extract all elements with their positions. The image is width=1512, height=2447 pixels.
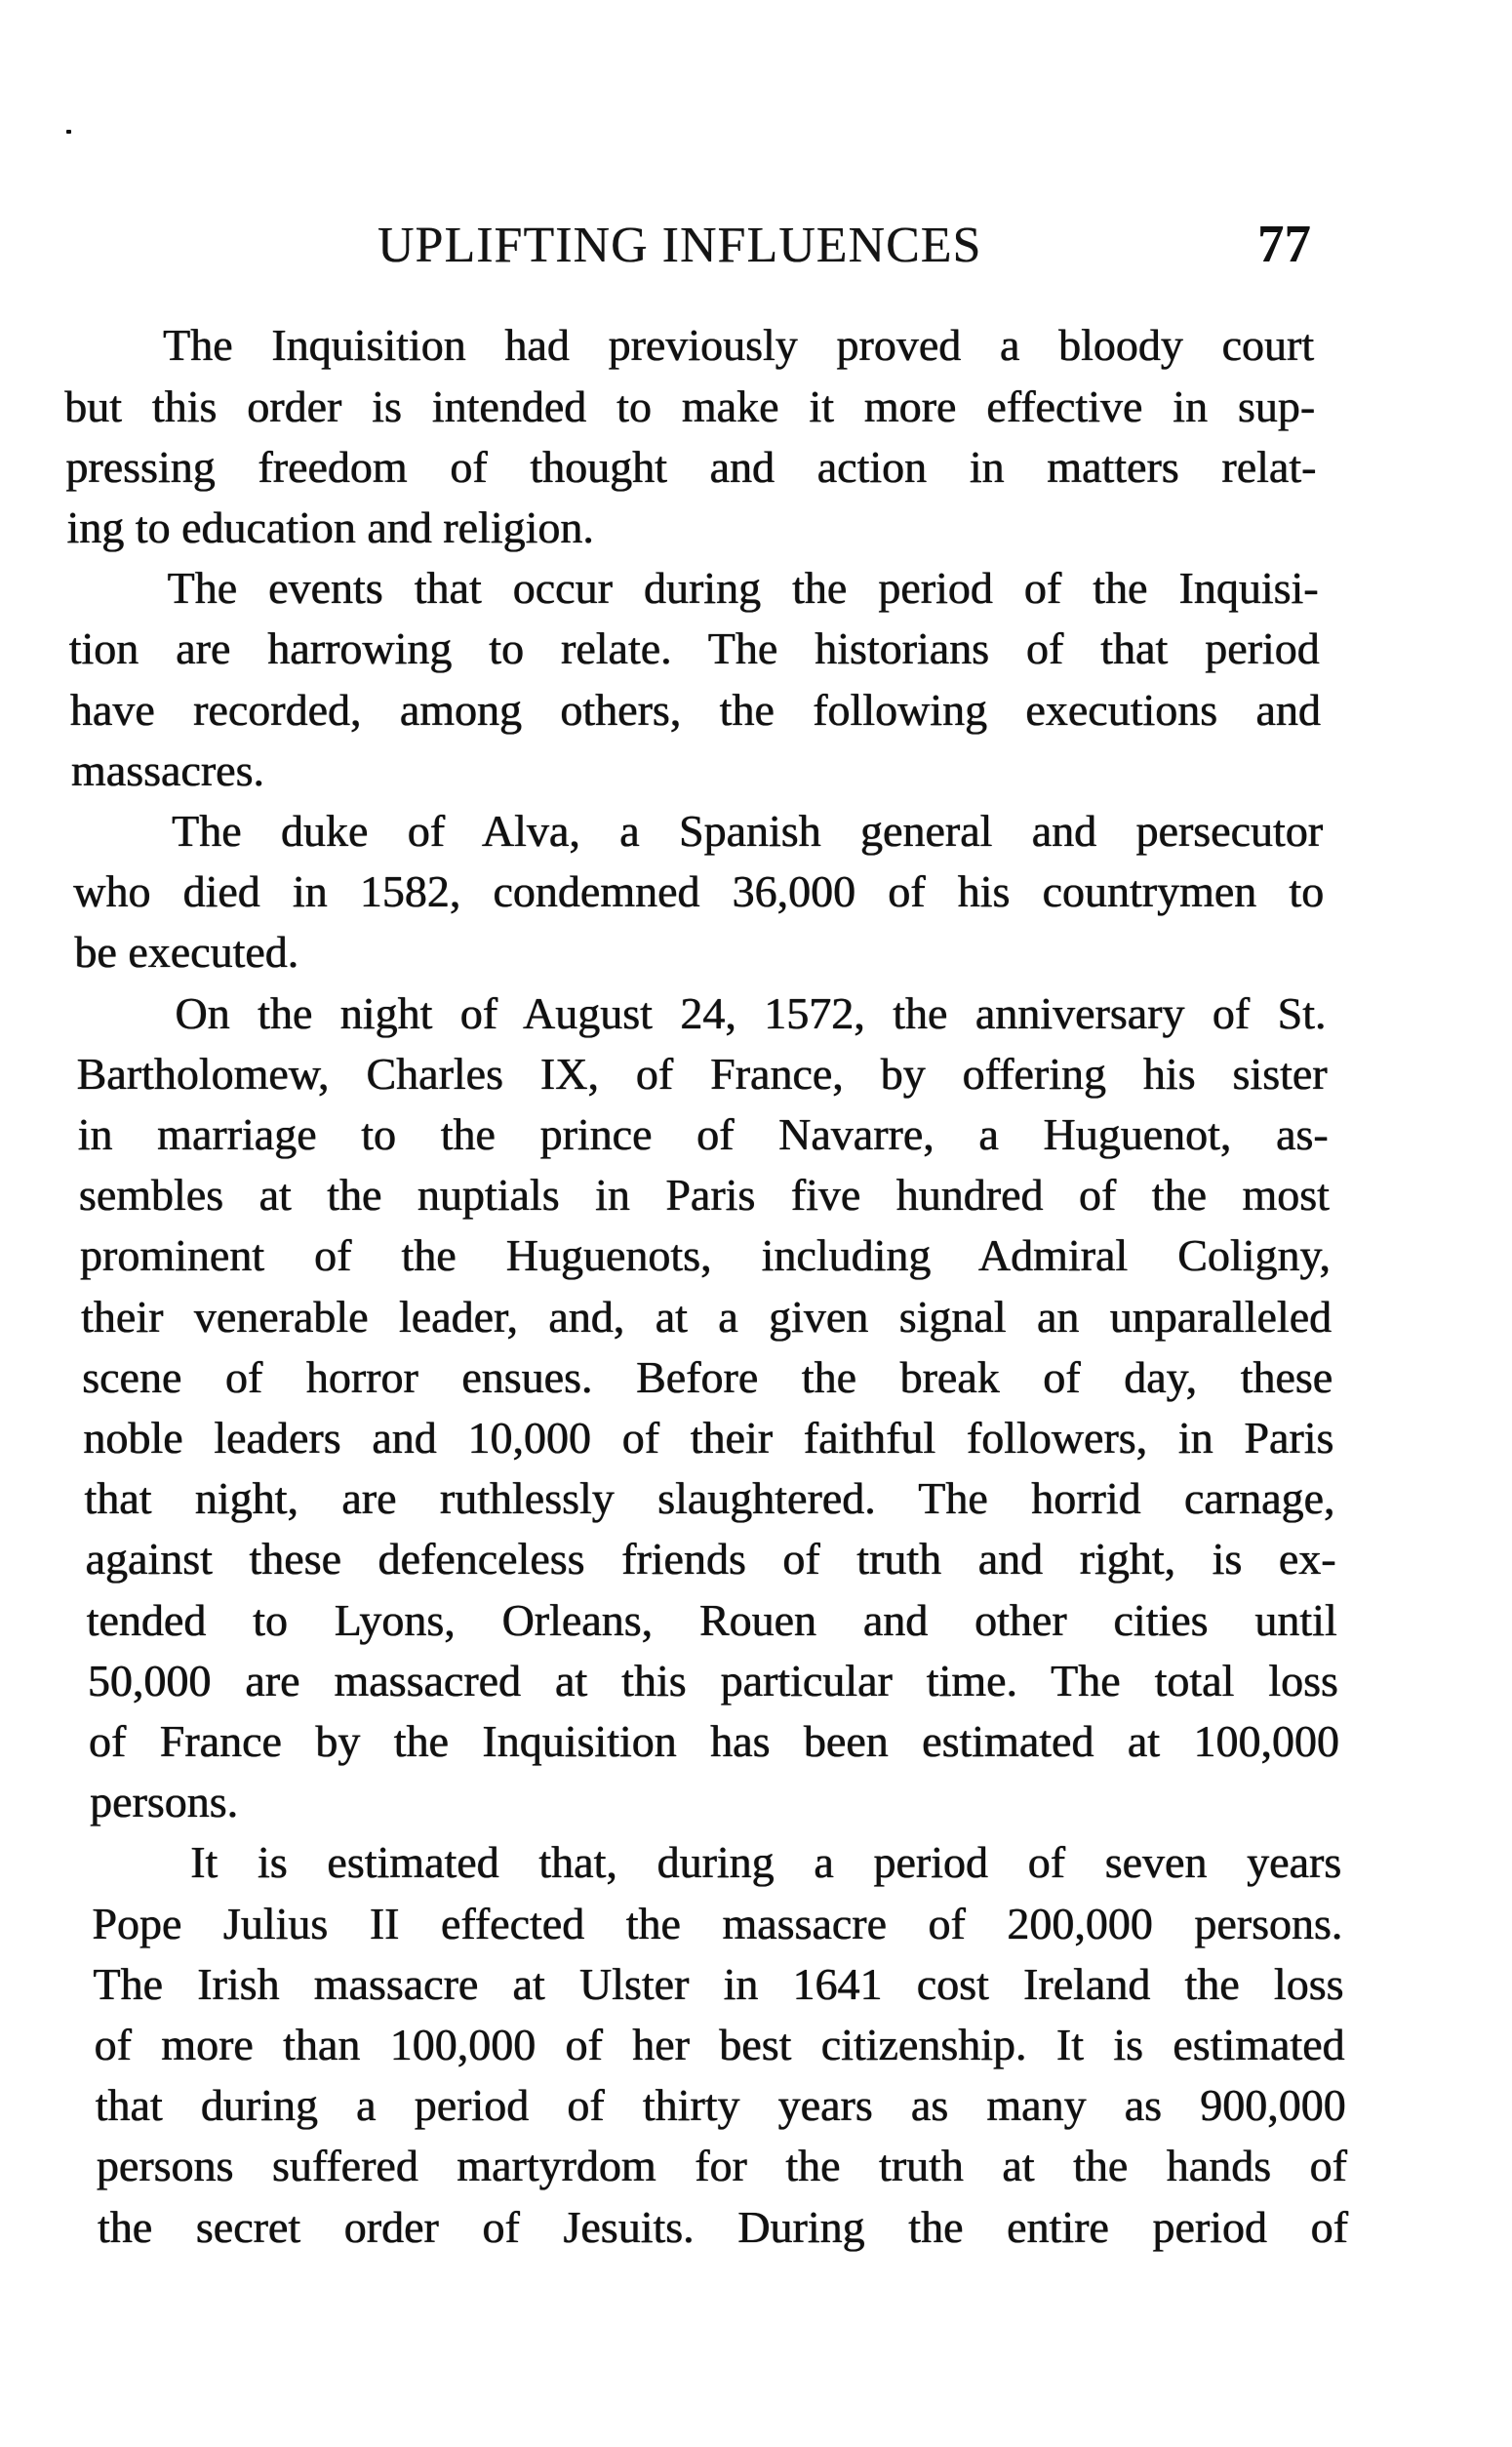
text-line: but this order is intended to make it more effective in sup- [64,381,1316,431]
text-line: It is estimated that, during a period of seven years [190,1837,1342,1888]
text-line: the secret order of Jesuits. During the entire period of [97,2201,1348,2252]
text-line: The duke of Alva, a Spanish general and persecutor [172,806,1323,856]
text-line: On the night of August 24, 1572, the anniversary of St. [175,987,1327,1038]
text-line: persons suffered martyrdom for the truth at the hands of [96,2141,1347,2191]
text-line: tended to Lyons, Orleans, Rouen and other cities until [86,1594,1337,1645]
text-line: have recorded, among others, the following executions and [69,684,1321,735]
text-line: massacres. [70,744,264,795]
text-line: of more than 100,000 of her best citizenship. It is estimated [94,2020,1345,2069]
text-line: persons. [90,1777,239,1827]
text-line: their venerable leader, and, at a given signal an unparalleled [81,1291,1332,1342]
text-line: that night, are ruthlessly slaughtered. The horrid carnage, [84,1473,1335,1524]
text-line: tion are harrowing to relate. The historians of that period [68,623,1320,674]
text-line: 50,000 are massacred at this particular time. The total loss [87,1655,1338,1705]
text-line: that during a period of thirty years as many as 900,000 [95,2080,1346,2131]
page-number: 77 [1257,214,1311,273]
text-line: prominent of the Huguenots, including Admiral Coligny, [79,1230,1331,1281]
text-line: sembles at the nuptials in Paris five hundred of the most [78,1170,1330,1221]
text-line: ing to education and religion. [66,502,594,552]
text-line: The Irish massacre at Ulster in 1641 cost Ireland the loss [93,1958,1344,2009]
text-line: scene of horror ensues. Before the break of day, these [82,1351,1333,1402]
text-line: The Inquisition had previously proved a bloody court [163,320,1314,371]
text-line: of France by the Inquisition has been estimated at 100,000 [88,1716,1339,1766]
text-line: The events that occur during the period of the Inquisi- [167,563,1319,614]
text-line: noble leaders and 10,000 of their faithful followers, in Paris [83,1413,1334,1463]
running-head: UPLIFTING INFLUENCES [378,218,982,273]
text-line: Pope Julius II effected the massacre of 200,000 persons. [92,1898,1343,1948]
text-line: who died in 1582, condemned 36,000 of his countrymen to [73,866,1325,917]
text-line: in marriage to the prince of Navarre, a Huguenot, as- [77,1109,1329,1159]
text-line: pressing freedom of thought and action in matters relat- [65,441,1317,492]
text-line: against these defenceless friends of truth and right, is ex- [85,1534,1336,1585]
text-line: be executed. [74,927,299,978]
text-line: Bartholomew, Charles IX, of France, by offering his sister [76,1048,1328,1099]
